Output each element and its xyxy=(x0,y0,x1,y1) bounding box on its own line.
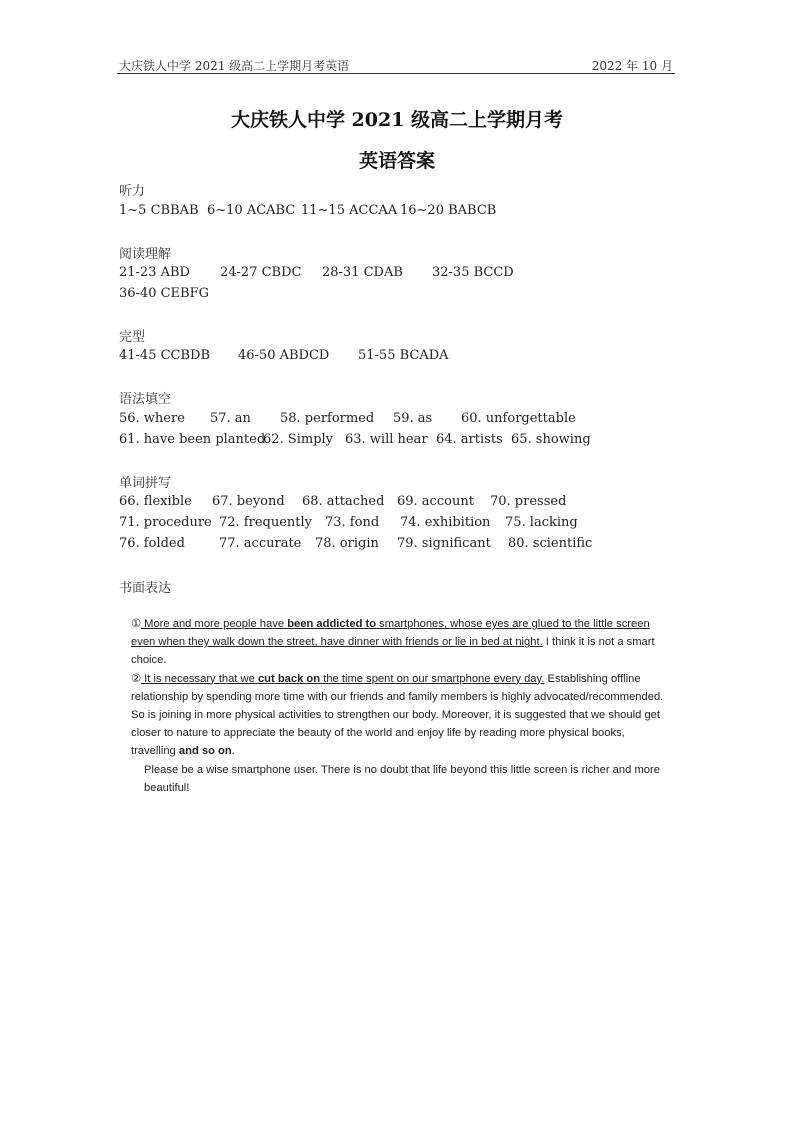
answer-item: 59. as xyxy=(393,411,433,426)
section-heading-spelling: 单词拼写 xyxy=(119,476,172,491)
essay-paragraph-2: ② It is necessary that we cut back on the time spent on our smartphone every day. Establishing offline relationship by spending more time with our friends and family members is highly advocated/recommended. So is joining in more physical activities to strengthen our body. Moreover, it is suggested that we should get closer to nature to appreciate the beauty of the world and enjoy life by reading more physical books, travelling and so on. xyxy=(131,672,664,758)
answer-item: 61. have been planted xyxy=(119,432,266,447)
header-date: 2022 年 10 月 xyxy=(591,59,673,73)
answer-item: 66. flexible xyxy=(119,494,192,509)
answer-item: 62. Simply xyxy=(263,432,334,447)
essay-paragraph-3: Please be a wise smartphone user. There is no doubt that life beyond this little screen is richer and more beautiful! xyxy=(144,763,660,794)
answer-item: 32-35 BCCD xyxy=(432,265,514,280)
section-heading-reading: 阅读理解 xyxy=(119,247,172,262)
essay-paragraph-1: ① More and more people have been addicted to smartphones, whose eyes are glued to the little screen even when they walk down the street, have dinner with friends or lie in bed at night. I think it is not a smart choice. xyxy=(131,618,655,667)
answer-item: 28-31 CDAB xyxy=(322,265,403,280)
section-heading-listening: 听力 xyxy=(119,184,146,199)
answer-item: 6~10 ACABC xyxy=(207,203,296,218)
answer-item: 68. attached xyxy=(302,494,385,509)
answer-item: 51-55 BCADA xyxy=(358,348,449,363)
paragraph-number: ② xyxy=(131,672,142,685)
essay-text xyxy=(131,615,671,797)
answer-item: 76. folded xyxy=(119,536,185,551)
answer-item: 73. fond xyxy=(325,515,380,530)
answer-item: 11~15 ACCAA xyxy=(301,203,398,218)
document-title: 大庆铁人中学 2021 级高二上学期月考 xyxy=(230,109,564,131)
answer-item: 24-27 CBDC xyxy=(220,265,302,280)
answer-item: 16~20 BABCB xyxy=(400,203,497,218)
underlined-sentence: It is necessary that we cut back on the time spent on our smartphone every day. xyxy=(141,672,545,685)
answer-item: 58. performed xyxy=(280,411,375,426)
answer-item: 69. account xyxy=(397,494,474,509)
answer-item: 77. accurate xyxy=(219,536,302,551)
answer-item: 1~5 CBBAB xyxy=(119,203,199,218)
paragraph-number: ① xyxy=(131,618,142,630)
answer-item: 41-45 CCBDB xyxy=(119,348,211,363)
answer-item: 67. beyond xyxy=(212,494,285,509)
answer-item: 21-23 ABD xyxy=(119,265,190,280)
answer-item: 70. pressed xyxy=(490,494,567,509)
answer-item: 56. where xyxy=(119,411,185,426)
key-phrase: and so on xyxy=(178,745,232,758)
answer-item: 78. origin xyxy=(315,536,379,551)
section-heading-writing: 书面表达 xyxy=(119,581,172,596)
key-phrase: cut back on xyxy=(257,672,321,685)
section-heading-grammar: 语法填空 xyxy=(119,392,172,407)
answer-item: 79. significant xyxy=(397,536,491,551)
page-header xyxy=(117,55,675,74)
answer-item: 60. unforgettable xyxy=(461,411,576,426)
answer-item: 72. frequently xyxy=(219,515,313,530)
answer-item: 46-50 ABDCD xyxy=(238,348,330,363)
answer-item: 80. scientific xyxy=(508,536,593,551)
answer-item: 71. procedure xyxy=(119,515,212,530)
key-phrase: been addicted to xyxy=(287,618,377,630)
section-heading-cloze: 完型 xyxy=(119,330,146,345)
answer-item: 64. artists xyxy=(436,432,503,447)
document-subtitle: 英语答案 xyxy=(358,150,435,172)
answer-item: 74. exhibition xyxy=(400,515,491,530)
underlined-sentence: More and more people have been addicted to smartphones, whose eyes are glued to the little screen even when they walk down the street, have dinner with friends or lie in bed at night. xyxy=(131,618,650,649)
answer-item: 63. will hear xyxy=(345,432,428,447)
answer-item: 36-40 CEBFG xyxy=(119,286,210,301)
answer-item: 75. lacking xyxy=(505,515,578,530)
answer-item: 57. an xyxy=(210,411,251,426)
header-left: 大庆铁人中学 2021 级高二上学期月考英语 xyxy=(119,59,350,73)
answer-item: 65. showing xyxy=(511,432,591,447)
